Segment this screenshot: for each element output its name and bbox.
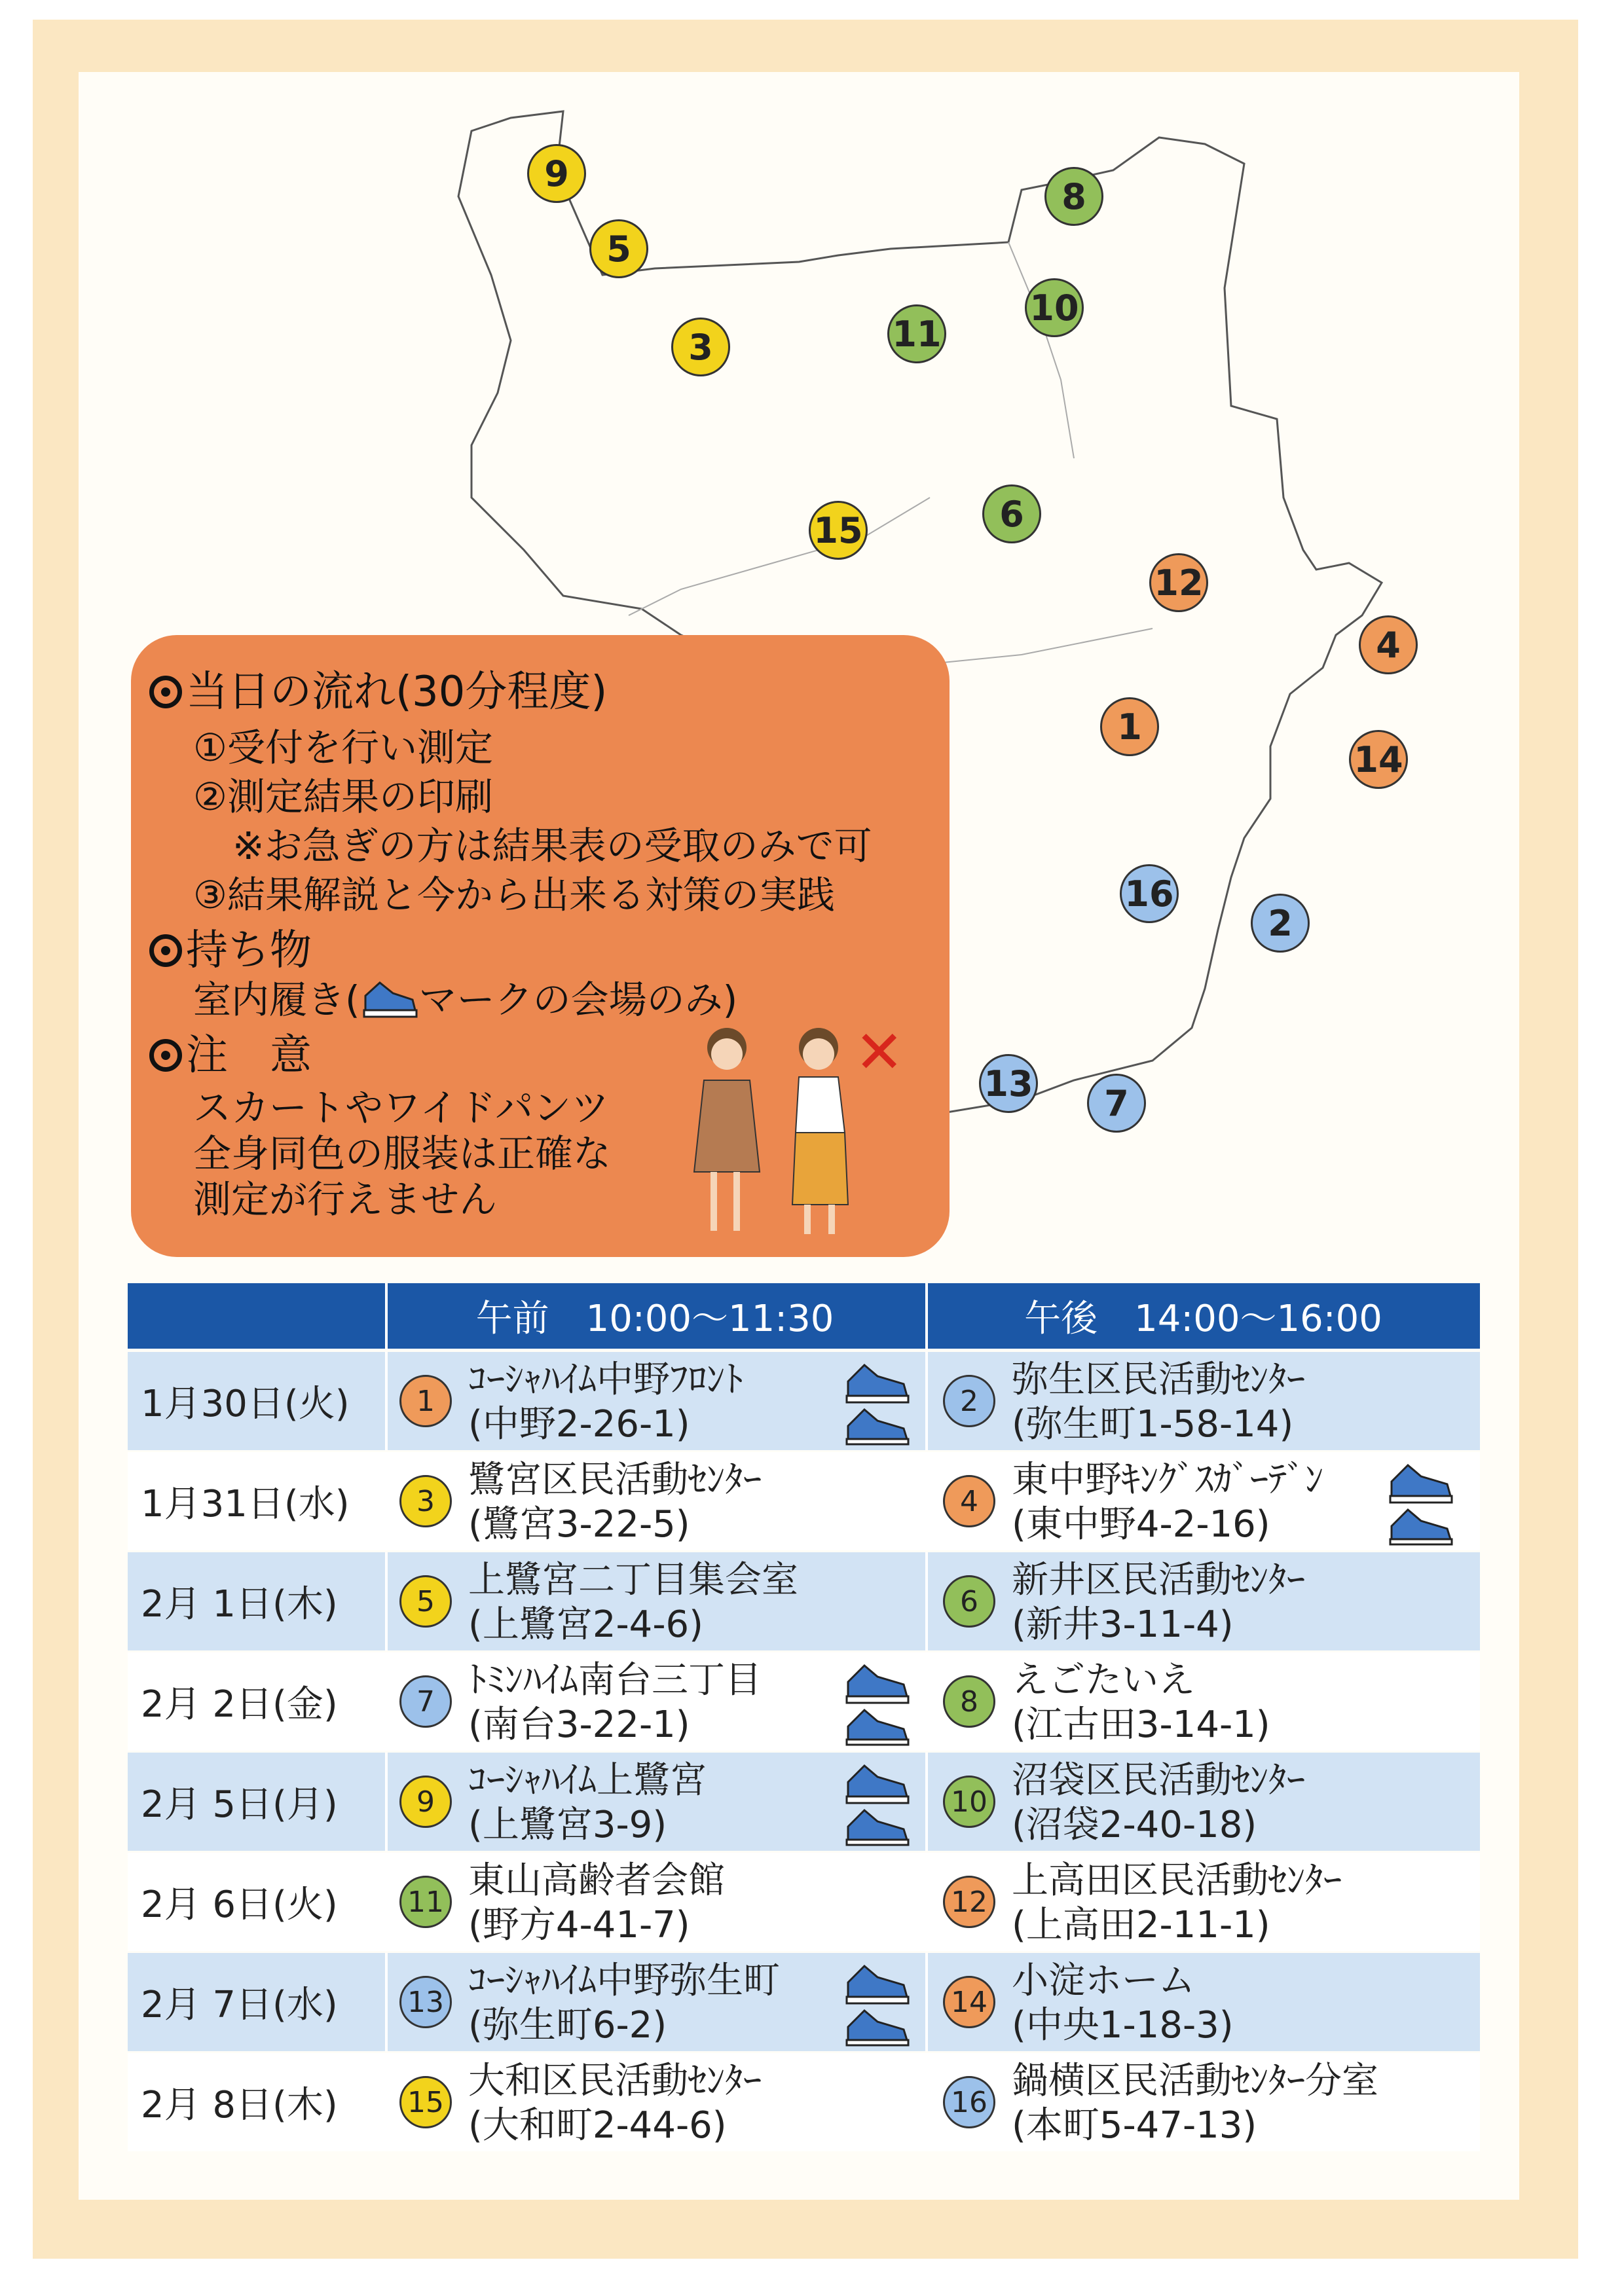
venue-address: (東中野4-2-16) [1012, 1503, 1270, 1546]
x-mark-icon: ✕ [855, 1018, 904, 1087]
map-marker-14: 14 [1349, 730, 1408, 789]
circle-bullet-icon [149, 676, 182, 708]
venue-name: ｺｰｼｬﾊｲﾑ上鷺宮 [468, 1759, 707, 1802]
table-row [128, 1953, 1480, 2051]
venue-address: (大和町2-44-6) [468, 2104, 727, 2147]
column-divider [925, 1452, 928, 1550]
sneaker-icon [841, 1355, 913, 1447]
venue-number-badge: 2 [943, 1375, 995, 1427]
column-divider [385, 1853, 388, 1951]
venue-name: 上鷺宮二丁目集会室 [468, 1559, 798, 1601]
map-marker-2: 2 [1251, 894, 1310, 953]
venue-name: 上高田区民活動ｾﾝﾀｰ [1012, 1859, 1342, 1902]
caution-heading: 注 意 [149, 1021, 312, 1082]
column-divider [385, 1283, 388, 1349]
venue-name: 鍋横区民活動ｾﾝﾀｰ分室 [1012, 2060, 1378, 2102]
venue-number-badge: 4 [943, 1475, 995, 1527]
table-row [128, 1352, 1480, 1450]
venue-address: (弥生町1-58-14) [1012, 1403, 1294, 1446]
column-divider [385, 2053, 388, 2151]
map-marker-12: 12 [1149, 553, 1208, 612]
column-divider [925, 1753, 928, 1851]
venue-name: えごたいえ [1012, 1659, 1195, 1702]
map-marker-9: 9 [527, 144, 586, 203]
table-row [128, 1452, 1480, 1550]
map-marker-4: 4 [1359, 615, 1418, 674]
flow-note: ※お急ぎの方は結果表の受取のみで可 [232, 824, 872, 868]
venue-address: (上高田2-11-1) [1012, 1904, 1270, 1946]
venue-number-badge: 13 [399, 1976, 452, 2028]
venue-address: (弥生町6-2) [468, 2004, 667, 2047]
map-ward-line [629, 498, 930, 615]
venue-address: (南台3-22-1) [468, 1704, 690, 1746]
map-marker-10: 10 [1025, 278, 1084, 337]
venue-number-badge: 8 [943, 1675, 995, 1728]
date-cell: 2月 7日(水) [141, 1984, 338, 2026]
date-cell: 1月31日(水) [141, 1483, 350, 1525]
items-heading: 持ち物 [149, 917, 312, 977]
venue-name: 小淀ホーム [1012, 1959, 1195, 2002]
caution-line: スカートやワイドパンツ [193, 1085, 610, 1130]
flow-heading: 当日の流れ(30分程度) [149, 658, 607, 718]
map-marker-6: 6 [982, 484, 1041, 543]
venue-address: (中央1-18-3) [1012, 2004, 1234, 2047]
table-row [128, 1552, 1480, 1650]
date-cell: 2月 1日(木) [141, 1583, 338, 1626]
venue-name: 沼袋区民活動ｾﾝﾀｰ [1012, 1759, 1305, 1802]
venue-name: ｺｰｼｬﾊｲﾑ中野弥生町 [468, 1959, 780, 2002]
column-divider [385, 1953, 388, 2051]
map-marker-11: 11 [887, 304, 946, 363]
sneaker-icon [841, 1656, 913, 1747]
map-marker-5: 5 [589, 219, 648, 278]
venue-number-badge: 11 [399, 1876, 452, 1928]
table-row [128, 1652, 1480, 1751]
column-divider [385, 1452, 388, 1550]
table-row [128, 2053, 1480, 2151]
column-divider [925, 2053, 928, 2151]
venue-address: (沼袋2-40-18) [1012, 1804, 1257, 1846]
venue-address: (江古田3-14-1) [1012, 1704, 1270, 1746]
venue-number-badge: 9 [399, 1776, 452, 1828]
people-illustration [668, 1021, 877, 1250]
venue-name: ﾄﾐﾝﾊｲﾑ南台三丁目 [468, 1659, 762, 1702]
venue-number-badge: 14 [943, 1976, 995, 2028]
venue-address: (鷺宮3-22-5) [468, 1503, 690, 1546]
venue-number-badge: 5 [399, 1575, 452, 1628]
venue-address: (本町5-47-13) [1012, 2104, 1257, 2147]
column-divider [925, 1352, 928, 1450]
map-marker-7: 7 [1087, 1074, 1146, 1133]
table-row [128, 1853, 1480, 1951]
venue-number-badge: 10 [943, 1776, 995, 1828]
venue-number-badge: 6 [943, 1575, 995, 1628]
date-cell: 2月 2日(金) [141, 1683, 338, 1726]
venue-name: 東山高齢者会館 [468, 1859, 725, 1902]
date-cell: 1月30日(火) [141, 1383, 350, 1425]
date-cell: 2月 8日(木) [141, 2084, 338, 2126]
venue-name: ｺｰｼｬﾊｲﾑ中野ﾌﾛﾝﾄ [468, 1358, 743, 1401]
date-cell: 2月 6日(火) [141, 1884, 338, 1926]
table-header [128, 1283, 1480, 1349]
venue-address: (新井3-11-4) [1012, 1603, 1234, 1646]
sneaker-icon [841, 1756, 913, 1848]
column-divider [925, 1283, 928, 1349]
column-divider [385, 1352, 388, 1450]
items-line: 室内履き( マークの会場のみ) [193, 977, 738, 1022]
venue-number-badge: 15 [399, 2076, 452, 2128]
column-divider [925, 1652, 928, 1751]
column-divider [925, 1953, 928, 2051]
map-marker-13: 13 [979, 1054, 1038, 1113]
pm-header: 午後 14:00～16:00 [1024, 1298, 1382, 1340]
sneaker-icon [360, 976, 419, 1022]
venue-number-badge: 3 [399, 1475, 452, 1527]
sneaker-icon [841, 1956, 913, 2048]
column-divider [925, 1552, 928, 1650]
map-ward-line [1008, 242, 1074, 458]
column-divider [385, 1552, 388, 1650]
venue-address: (上鷺宮3-9) [468, 1804, 667, 1846]
map-marker-15: 15 [809, 501, 868, 560]
sneaker-icon [1385, 1455, 1457, 1547]
date-cell: 2月 5日(月) [141, 1783, 338, 1826]
am-header: 午前 10:00～11:30 [475, 1298, 834, 1340]
caution-line: 測定が行えません [193, 1177, 498, 1222]
venue-address: (中野2-26-1) [468, 1403, 690, 1446]
circle-bullet-icon [149, 934, 182, 967]
venue-number-badge: 16 [943, 2076, 995, 2128]
flow-step: ②測定結果の印刷 [193, 774, 493, 819]
venue-address: (野方4-41-7) [468, 1904, 690, 1946]
venue-name: 新井区民活動ｾﾝﾀｰ [1012, 1559, 1305, 1601]
venue-name: 東中野ｷﾝｸﾞｽｶﾞｰﾃﾞﾝ [1012, 1459, 1323, 1501]
map-marker-3: 3 [671, 318, 730, 376]
flow-step: ③結果解説と今から出来る対策の実践 [193, 873, 835, 917]
map-marker-16: 16 [1120, 864, 1179, 923]
column-divider [385, 1652, 388, 1751]
map-marker-8: 8 [1044, 167, 1103, 226]
venue-name: 鷺宮区民活動ｾﾝﾀｰ [468, 1459, 762, 1501]
venue-address: (上鷺宮2-4-6) [468, 1603, 703, 1646]
flow-step: ①受付を行い測定 [193, 725, 493, 770]
table-row [128, 1753, 1480, 1851]
map-marker-1: 1 [1100, 697, 1159, 756]
column-divider [925, 1853, 928, 1951]
column-divider [385, 1753, 388, 1851]
venue-number-badge: 12 [943, 1876, 995, 1928]
caution-line: 全身同色の服装は正確な [193, 1131, 612, 1176]
venue-number-badge: 1 [399, 1375, 452, 1427]
circle-bullet-icon [149, 1039, 182, 1072]
venue-name: 大和区民活動ｾﾝﾀｰ [468, 2060, 762, 2102]
venue-name: 弥生区民活動ｾﾝﾀｰ [1012, 1358, 1305, 1401]
venue-number-badge: 7 [399, 1675, 452, 1728]
